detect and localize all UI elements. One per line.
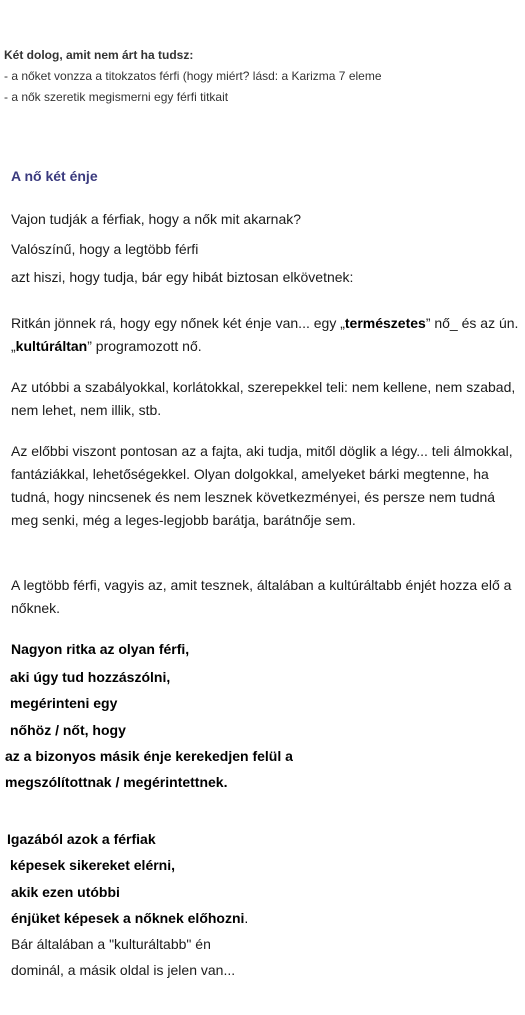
bold-line-2: aki úgy tud hozzászólni, [10,669,171,685]
intro-title: Két dolog, amit nem árt ha tudsz: [4,48,194,62]
article-heading: A nő két énje [11,168,98,184]
paragraph-5: Az utóbbi a szabályokkal, korlátokkal, szerepekkel teli: nem kellene, nem szabad, nem lehet, nem illik, stb. [11,379,516,418]
paragraph-4-part-c: ” nő_ és az ún. „ [11,315,519,354]
bold-line-3: megérinteni egy [10,695,118,711]
paragraph-6: Az előbbi viszont pontosan az a fajta, aki tudja, mitől döglik a légy... teli álmokkal, fantáziákkal, lehetőségekkel. Olyan dolgokkal, amelyeket bárki megtenne, ha tudná, hogy nincsenek és nem lesznek következményei, és persze nem tudná meg senki, még a leges-legjobb barátja, barátnője sem. [11,443,513,528]
bold-line-1: Nagyon ritka az olyan férfi, [11,641,190,657]
paragraph-3: azt hiszi, hogy tudja, bár egy hibát biztosan elkövetnek: [11,269,354,285]
bold-line-9: akik ezen utóbbi [11,884,120,900]
paragraph-4 [11,312,521,358]
bold-line-5: az a bizonyos másik énje kerekedjen felül a [5,748,293,764]
intro-block [4,45,519,108]
plain-line-2: dominál, a másik oldal is jelen van... [11,962,236,978]
paragraph-7: A legtöbb férfi, vagyis az, amit tesznek, általában a kultúráltabb énjét hozza elő a nőknek. [11,577,512,616]
paragraph-4-term-natural: természetes [344,315,426,331]
paragraph-2: Valószínű, hogy a legtöbb férfi [11,241,199,257]
bold-line-4: nőhöz / nőt, hogy [10,722,126,738]
plain-line-1: Bár általában a "kulturáltabb" én [11,936,211,952]
paragraph-4-term-cultured: kultúráltan [15,338,88,354]
bold-line-6: megszólítottnak / megérintettnek. [5,774,228,790]
paragraph-4-part-a: Ritkán jönnek rá, hogy egy nőnek két énje van... egy „ [11,315,345,331]
bold-line-7: Igazából azok a férfiak [7,831,156,847]
intro-item-2: - a nők szeretik megismerni egy férfi titkait [4,90,229,104]
bold-line-10-period: . [244,910,249,926]
paragraph-4-part-e: ” programozott nő. [87,338,202,354]
bold-line-10 [11,908,248,928]
intro-item-1: - a nőket vonzza a titokzatos férfi (hogy miért? lásd: a Karizma 7 eleme [4,69,382,83]
paragraph-1: Vajon tudják a férfiak, hogy a nők mit akarnak? [11,211,302,227]
bold-line-8: képesek sikereket elérni, [10,857,176,873]
bold-line-10-text: énjüket képesek a nőknek előhozni [11,910,245,926]
